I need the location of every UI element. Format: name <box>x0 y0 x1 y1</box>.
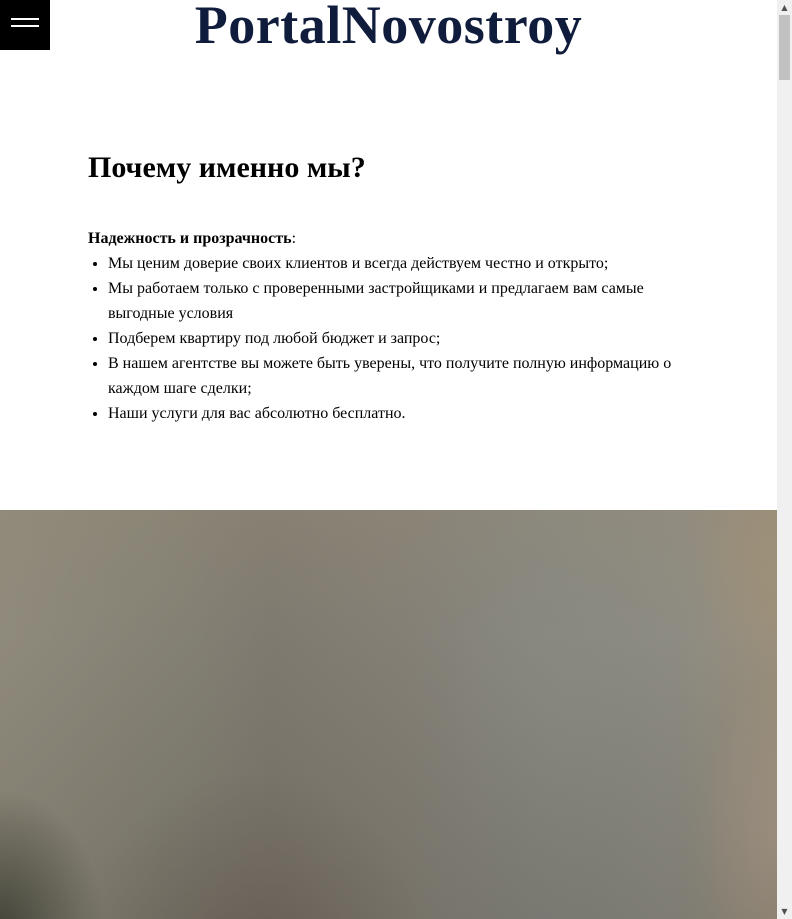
scroll-down-arrow-icon[interactable]: ▼ <box>781 907 788 916</box>
list-item: • Подберем квартиру под любой бюджет и запрос; <box>108 326 708 351</box>
list-item: • Наши услуги для вас абсолютно бесплатно. <box>108 401 708 426</box>
background-photo <box>0 510 777 919</box>
site-logo-title[interactable]: PortalNovostroy <box>194 0 583 55</box>
list-item: • Мы работаем только с проверенными застройщиками и предлагаем вам самые выгодные условия <box>108 276 708 326</box>
benefits-list <box>88 251 708 426</box>
lead-suffix: : <box>291 230 297 247</box>
lead-paragraph <box>88 227 296 251</box>
list-item: • В нашем агентстве вы можете быть уверены, что получите полную информацию о каждом шаге сделки; <box>108 351 708 401</box>
section-title: Почему именно мы? <box>88 151 366 184</box>
vertical-scrollbar[interactable] <box>777 0 792 919</box>
list-item: • Мы ценим доверие своих клиентов и всегда действуем честно и открыто; <box>108 251 708 276</box>
scrollbar-thumb[interactable] <box>779 15 790 80</box>
lead-bold-text: Надежность и прозрачность <box>88 230 292 247</box>
scroll-up-arrow-icon[interactable]: ▲ <box>781 3 788 12</box>
